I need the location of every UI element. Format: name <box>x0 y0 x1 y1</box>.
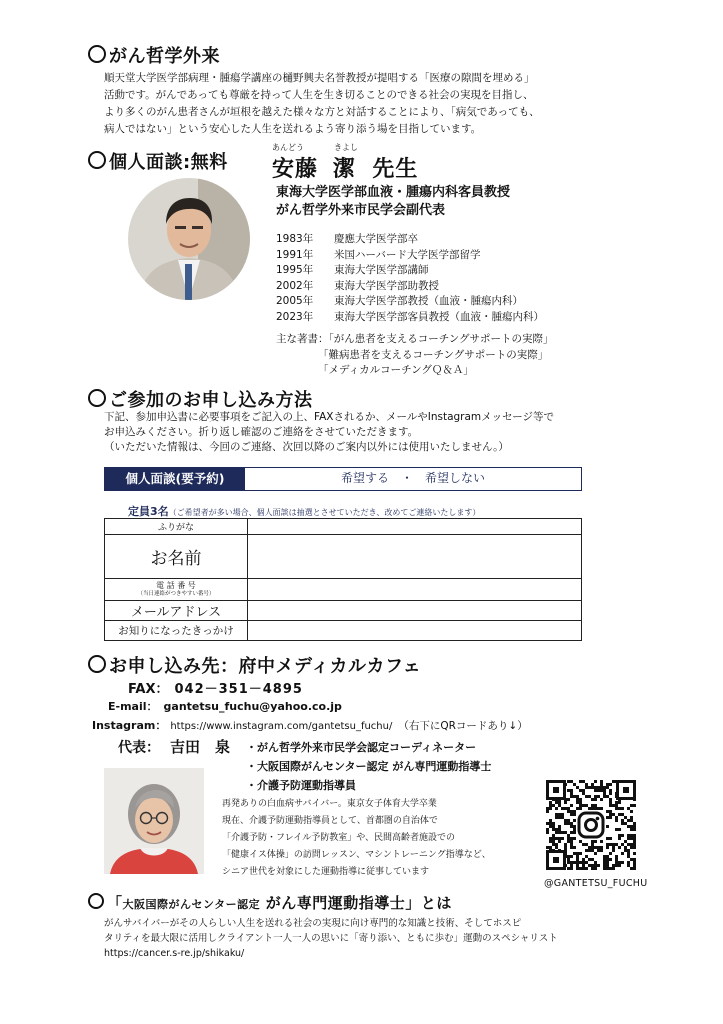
history-row: 2002年 東海大学医学部助教授 <box>276 279 439 292</box>
qr-module <box>549 807 552 810</box>
qr-module <box>564 801 567 804</box>
qr-module <box>570 804 573 807</box>
instagram-line: Instagram： https://www.instagram.com/gantetsu_fuchu/ （右下にQRコードあり↓） <box>92 719 528 732</box>
qr-finder-top-left <box>546 780 566 800</box>
name-field[interactable] <box>248 535 582 579</box>
qr-module <box>618 801 621 804</box>
representative-qualifications: ・がん哲学外来市民学会認定コーディネーター ・大阪国際がんセンター認定 がん専門運動指導士 ・介護予防運動指導員 <box>246 741 492 792</box>
qr-module <box>633 804 636 807</box>
qr-module <box>585 867 588 870</box>
qr-module <box>570 867 573 870</box>
qr-module <box>621 861 624 864</box>
qr-module <box>621 852 624 855</box>
name-label: お名前 <box>105 535 248 579</box>
interview-label: 個人面談(要予約) <box>105 468 245 490</box>
qr-module <box>594 867 597 870</box>
instagram-link[interactable]: https://www.instagram.com/gantetsu_fuchu/ <box>170 721 393 732</box>
qr-module <box>594 798 597 801</box>
doctor-roles: 東海大学医学部血液・腫瘍内科客員教授 がん哲学外来市民学会副代表 <box>276 185 511 218</box>
qr-module <box>594 852 597 855</box>
qr-module <box>633 867 636 870</box>
section-title-contact: お申し込み先：府中メディカルカフェ <box>88 652 421 678</box>
email-field[interactable] <box>248 601 582 621</box>
qr-module <box>633 828 636 831</box>
qr-finder-top-right <box>616 780 636 800</box>
circle-bullet-icon <box>88 151 106 169</box>
doctor-portrait-image <box>128 178 250 300</box>
section-title-gantetsu: がん哲学外来 <box>88 42 220 68</box>
qr-module <box>618 864 621 867</box>
intro-paragraph: 順天堂大学医学部病理・腫瘍学講座の樋野興夫名誉教授が提唱する「医療の隙間を埋める」 活動です。がんであっても尊厳を持って人生を生き切ることのできる社会の実現を目指し、 より多くのがん患者さんが垣根を越えた様々な方と対話することにより、「病気であっても、 病人ではない」という安心した人生を送れるよう寄り添う場を目指しています。 <box>104 72 540 135</box>
name-ruby-given: きよし <box>334 143 358 152</box>
qr-module <box>609 837 612 840</box>
instructor-link[interactable]: https://cancer.s-re.jp/shikaku/ <box>104 948 245 959</box>
qr-module <box>558 840 561 843</box>
qr-module <box>609 858 612 861</box>
interview-choice[interactable]: 希望する ・ 希望しない <box>340 471 485 485</box>
representative-line: 代表： 吉田 泉 <box>118 738 231 756</box>
qr-module <box>573 846 576 849</box>
qr-module <box>594 840 597 843</box>
qr-module <box>579 852 582 855</box>
qr-finder-bottom-left <box>546 850 566 870</box>
qr-module <box>609 792 612 795</box>
circle-bullet-icon <box>88 655 106 673</box>
section-title-interview: 個人面談:無料 <box>88 148 228 174</box>
application-form-table <box>104 518 582 641</box>
qr-module <box>606 825 609 828</box>
source-field[interactable] <box>248 621 582 641</box>
source-label: お知りになったきっかけ <box>105 621 248 641</box>
application-paragraph: 下記、参加申込書に必要事項をご記入の上、FAXされるか、メールやInstagramメッセージ等で お申込みください。折り返し確認のご連絡をさせていただきます。 （いただいた情報は、今回のご連絡、次回以降のご案内以外には使用いたしません。） <box>104 411 555 453</box>
instagram-qr-code[interactable] <box>546 780 636 870</box>
qr-module <box>594 780 597 783</box>
history-row: 1995年 東海大学医学部講師 <box>276 264 429 276</box>
instagram-logo-icon <box>576 810 606 840</box>
email-label: メールアドレス <box>105 601 248 621</box>
representative-photo <box>104 768 204 874</box>
qr-module <box>612 867 615 870</box>
qr-module <box>546 810 549 813</box>
qr-module <box>609 816 612 819</box>
doctor-name: 安藤 潔 先生 <box>272 157 419 182</box>
doctor-photo <box>128 178 250 300</box>
instructor-paragraph: がんサバイバーがその人らしい人生を送れる社会の実現に向け専門的な知識と技術、そしてホスピ タリティを最大限に活用しクライアント一人一人の思いに「寄り添い、ともに歩む」運動のスペシャリスト https://cancer.s-re.jp/shikaku/ <box>104 918 558 959</box>
representative-portrait-image <box>104 768 204 874</box>
name-ruby-family: あんどう <box>272 143 304 152</box>
qr-module <box>618 828 621 831</box>
history-row: 1983年 慶應大学医学部卒 <box>276 233 418 245</box>
representative-bio: 再発ありの白血病サバイバー。東京女子体育大学卒業 現在、介護予防運動指導員として、首都圏の自治体で 「介護予防・フレイル予防教室」や、民間高齢者施設での 「健康イス体操」の訪問レッスン、マシントレーニング指導など、 シニア世代を対象にした運動指導に従事しています <box>222 799 491 877</box>
circle-bullet-icon <box>88 45 106 63</box>
qr-module <box>570 855 573 858</box>
doctor-history <box>276 232 544 325</box>
doctor-works: 主な著書：「がん患者を支えるコーチングサポートの実際」 「難病患者を支えるコーチングサポートの実際」 「メディカルコーチングＱ＆Ａ」 <box>276 333 554 376</box>
qr-module <box>609 852 612 855</box>
qr-module <box>630 810 633 813</box>
qr-module <box>555 807 558 810</box>
history-row: 2005年 東海大学医学部教授（血液・腫瘍内科） <box>276 295 523 307</box>
phone-field[interactable] <box>248 579 582 601</box>
capacity-text: 定員3名（ご希望者が多い場合、個人面談は抽選とさせていただき、改めてご連絡いたします） <box>128 505 481 518</box>
phone-label: 電 話 番 号 （当日連絡がつきやすい番号） <box>105 579 248 601</box>
history-row: 2023年 東海大学医学部客員教授（血液・腫瘍内科） <box>276 310 544 323</box>
qr-module <box>561 837 564 840</box>
qr-module <box>621 834 624 837</box>
qr-handle: @GANTETSU_FUCHU <box>544 878 648 889</box>
qr-module <box>546 831 549 834</box>
qr-module <box>615 819 618 822</box>
qr-module <box>633 846 636 849</box>
circle-bullet-icon <box>88 389 106 407</box>
qr-module <box>600 840 603 843</box>
qr-module <box>618 837 621 840</box>
qr-module <box>633 852 636 855</box>
qr-module <box>600 849 603 852</box>
qr-module <box>612 849 615 852</box>
furigana-label: ふりがな <box>105 519 248 535</box>
qr-module <box>567 798 570 801</box>
qr-module <box>600 798 603 801</box>
interview-choice-box <box>104 467 582 491</box>
fax-line: FAX： 042－351－4895 <box>128 682 303 697</box>
section-title-application: ご参加のお申し込み方法 <box>88 386 313 412</box>
history-row: 1991年 米国ハーバード大学医学部留学 <box>276 248 481 261</box>
qr-module <box>618 846 621 849</box>
circle-bullet-icon <box>88 893 104 909</box>
contact-email-link[interactable]: gantetsu_fuchu@yahoo.co.jp <box>163 700 342 713</box>
qr-module <box>609 783 612 786</box>
qr-module <box>606 846 609 849</box>
qr-module <box>621 807 624 810</box>
furigana-field[interactable] <box>248 519 582 535</box>
qr-module <box>597 864 600 867</box>
section-title-instructor: 「大阪国際がんセンター認定 がん専門運動指導士」とは <box>88 892 452 913</box>
email-line: E-mail： gantetsu_fuchu@yahoo.co.jp <box>108 700 342 713</box>
